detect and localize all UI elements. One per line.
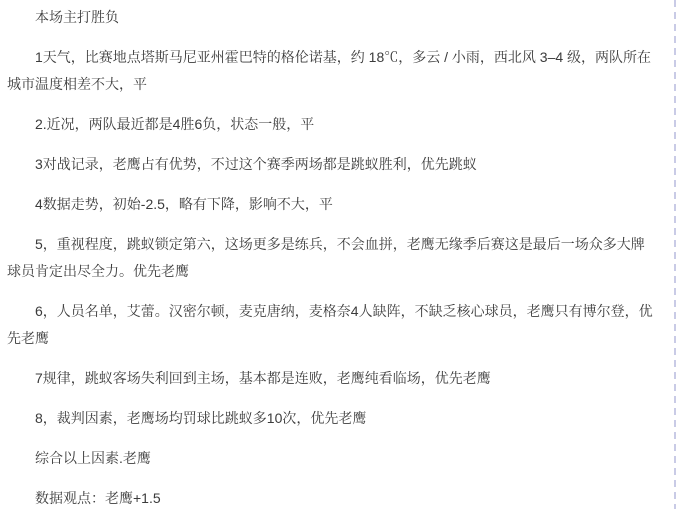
paragraph: 5，重视程度，跳蚁锁定第六，这场更多是练兵，不会血拼，老鹰无缘季后赛这是最后一场众多大牌球员肯定出尽全力。优先老鹰 [7,236,645,279]
paragraph: 1天气，比赛地点塔斯马尼亚州霍巴特的格伦诺基，约 18℃，多云 / 小雨，西北风 3–4 级，两队所在城市温度相差不大，平 [7,49,652,92]
paragraph: 数据观点：老鹰+1.5 [35,490,161,506]
paragraph: 8，裁判因素，老鹰场均罚球比跳蚁多10次，优先老鹰 [35,410,367,426]
paragraph: 4数据走势，初始-2.5，略有下降，影响不大，平 [35,196,333,212]
paragraph: 本场主打胜负 [35,9,119,25]
page-boundary-dashed-line [674,0,676,509]
paragraph: 7规律，跳蚁客场失利回到主场，基本都是连败，老鹰纯看临场，优先老鹰 [35,370,491,386]
paragraph: 综合以上因素.老鹰 [35,450,151,466]
paragraph: 3对战记录，老鹰占有优势，不过这个赛季两场都是跳蚁胜利，优先跳蚁 [35,156,477,172]
paragraph: 2.近况，两队最近都是4胜6负，状态一般，平 [35,116,315,132]
article-body [7,4,657,509]
paragraph: 6，人员名单，艾蕾。汉密尔顿，麦克唐纳，麦格奈4人缺阵，不缺乏核心球员，老鹰只有博尔登，优先老鹰 [7,303,653,346]
